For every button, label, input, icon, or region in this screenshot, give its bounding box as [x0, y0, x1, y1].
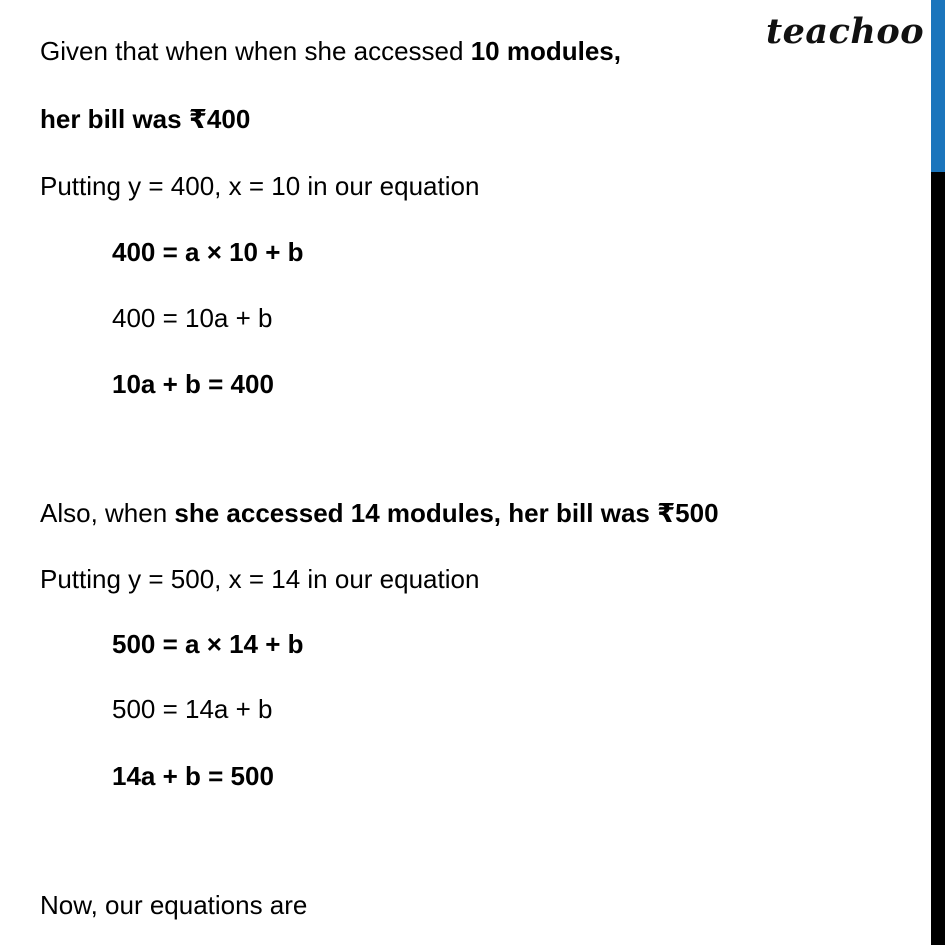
text-line-now: Now, our equations are	[40, 890, 308, 920]
text-line-putting-500: Putting y = 500, x = 14 in our equation	[40, 564, 480, 594]
equation-400-expanded: 400 = a × 10 + b	[112, 237, 304, 267]
text-line-bill-400: her bill was ₹400	[40, 104, 251, 134]
equation-500-expanded: 500 = a × 14 + b	[112, 629, 304, 659]
also-modules: she accessed 14 modules, her bill was ₹500	[174, 498, 719, 528]
equation-500-final: 14a + b = 500	[112, 761, 274, 791]
side-bar-accent	[931, 0, 945, 172]
equation-400-simplified: 400 = 10a + b	[112, 303, 273, 333]
given-modules: 10 modules,	[470, 36, 621, 66]
equation-400-final: 10a + b = 400	[112, 369, 274, 399]
equation-500-simplified: 500 = 14a + b	[112, 694, 273, 724]
teachoo-logo: teachoo	[766, 11, 925, 52]
text-line-also	[40, 497, 719, 529]
also-intro: Also, when	[40, 498, 175, 528]
text-line-given	[40, 35, 621, 67]
side-bar	[931, 0, 945, 945]
text-line-putting-400: Putting y = 400, x = 10 in our equation	[40, 171, 480, 201]
given-intro: Given that when when she accessed	[40, 36, 471, 66]
